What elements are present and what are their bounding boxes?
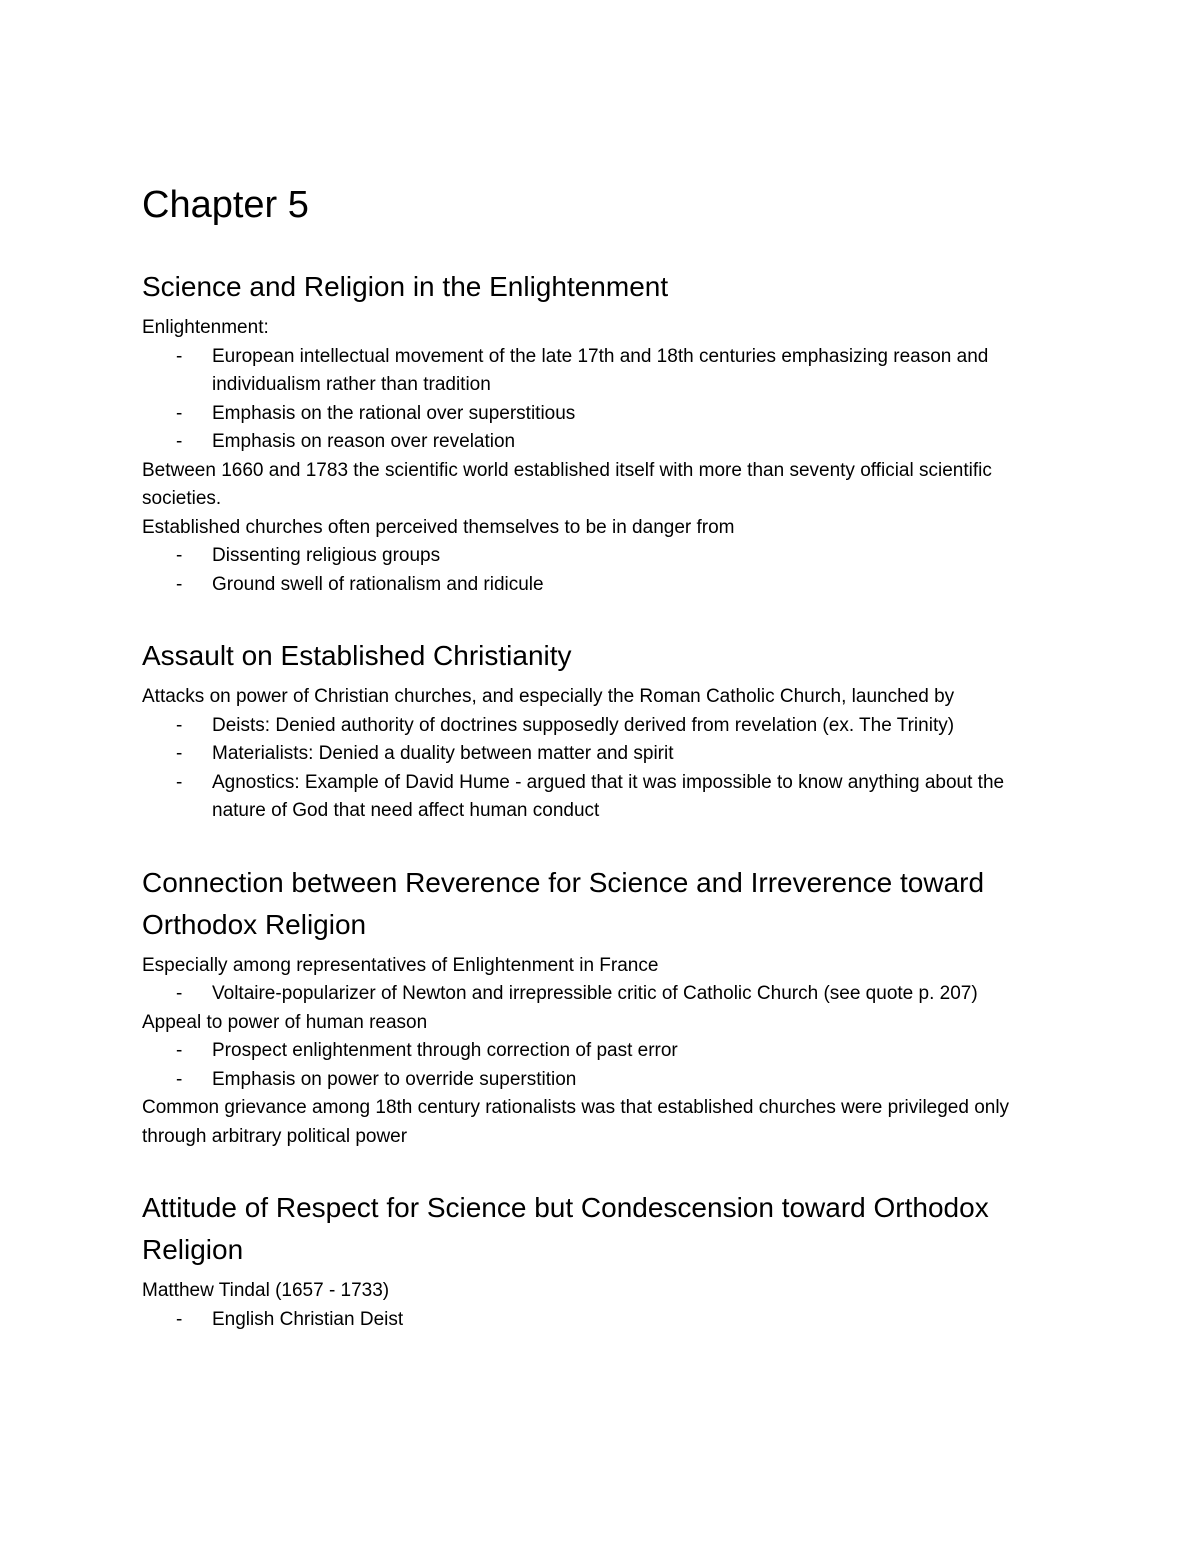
bullet-dash-icon: - bbox=[176, 345, 183, 367]
bullet-dash-icon: - bbox=[176, 1040, 183, 1061]
paragraph: Between 1660 and 1783 the scientific world established itself with more than seventy official scientific societies. bbox=[142, 459, 992, 509]
list-item-text: English Christian Deist bbox=[212, 1308, 404, 1330]
list-item bbox=[142, 400, 1062, 429]
bullet-list bbox=[142, 1306, 1062, 1335]
bullet-dash-icon: - bbox=[176, 402, 183, 424]
section-heading: Science and Religion in the Enlightenment bbox=[142, 271, 669, 302]
list-item bbox=[142, 980, 1062, 1009]
list-item-text: Emphasis on power to override superstition bbox=[212, 1068, 577, 1090]
paragraph: Matthew Tindal (1657 - 1733) bbox=[142, 1280, 390, 1301]
section bbox=[142, 635, 1062, 826]
list-item bbox=[142, 343, 1062, 400]
list-item bbox=[142, 1037, 1062, 1066]
list-item-text: Emphasis on reason over revelation bbox=[212, 431, 516, 452]
list-item bbox=[142, 712, 1062, 741]
list-item-text: Deists: Denied authority of doctrines supposedly derived from revelation (ex. The Trinity) bbox=[212, 714, 955, 736]
bullet-dash-icon: - bbox=[176, 573, 183, 595]
list-item-text: Emphasis on the rational over superstitious bbox=[212, 402, 576, 424]
section-spacer bbox=[142, 1151, 1062, 1187]
document-page bbox=[142, 178, 1062, 1334]
document-body bbox=[142, 266, 1062, 1334]
list-item bbox=[142, 571, 1062, 600]
bullet-dash-icon: - bbox=[176, 545, 183, 566]
list-item-text: Agnostics: Example of David Hume - argued that it was impossible to know anything about the nature of God that need affect human conduct bbox=[212, 771, 1005, 821]
section-heading: Assault on Established Christianity bbox=[142, 640, 572, 671]
paragraph: Especially among representatives of Enlightenment in France bbox=[142, 954, 659, 976]
list-item-text: European intellectual movement of the late 17th and 18th centuries emphasizing reason and individualism rather than tradition bbox=[212, 345, 989, 395]
list-item bbox=[142, 740, 1062, 769]
section-heading: Attitude of Respect for Science but Condescension toward Orthodox Religion bbox=[142, 1192, 989, 1265]
list-item-text: Materialists: Denied a duality between matter and spirit bbox=[212, 743, 674, 764]
list-item bbox=[142, 428, 1062, 457]
list-item-text: Voltaire-popularizer of Newton and irrepressible critic of Catholic Church (see quote p. 207) bbox=[212, 983, 978, 1004]
bullet-list bbox=[142, 343, 1062, 457]
list-item bbox=[142, 1066, 1062, 1095]
bullet-list bbox=[142, 542, 1062, 599]
paragraph: Appeal to power of human reason bbox=[142, 1011, 428, 1033]
bullet-dash-icon: - bbox=[176, 1068, 183, 1090]
bullet-list bbox=[142, 712, 1062, 826]
list-item-text: Ground swell of rationalism and ridicule bbox=[212, 573, 544, 595]
bullet-dash-icon: - bbox=[176, 771, 183, 793]
section-heading: Connection between Reverence for Science and Irreverence toward Orthodox Religion bbox=[142, 866, 985, 940]
list-item bbox=[142, 1306, 1062, 1335]
bullet-dash-icon: - bbox=[176, 1308, 183, 1330]
list-item-text: Dissenting religious groups bbox=[212, 545, 441, 566]
section bbox=[142, 862, 1062, 1152]
paragraph: Attacks on power of Christian churches, and especially the Roman Catholic Church, launched by bbox=[142, 686, 955, 707]
bullet-list bbox=[142, 980, 1062, 1009]
section bbox=[142, 266, 1062, 599]
bullet-dash-icon: - bbox=[176, 431, 183, 452]
bullet-dash-icon: - bbox=[176, 983, 183, 1004]
list-item bbox=[142, 542, 1062, 571]
section-spacer bbox=[142, 599, 1062, 635]
paragraph: Common grievance among 18th century rationalists was that established churches were privileged only through arbitrary political power bbox=[142, 1097, 1010, 1147]
list-item-text: Prospect enlightenment through correction of past error bbox=[212, 1040, 678, 1061]
bullet-dash-icon: - bbox=[176, 714, 183, 736]
page-title: Chapter 5 bbox=[142, 184, 309, 226]
section bbox=[142, 1187, 1062, 1334]
bullet-list bbox=[142, 1037, 1062, 1094]
section-spacer bbox=[142, 826, 1062, 862]
bullet-dash-icon: - bbox=[176, 743, 183, 764]
paragraph: Enlightenment: bbox=[142, 317, 269, 338]
list-item bbox=[142, 769, 1062, 826]
paragraph: Established churches often perceived themselves to be in danger from bbox=[142, 516, 735, 538]
